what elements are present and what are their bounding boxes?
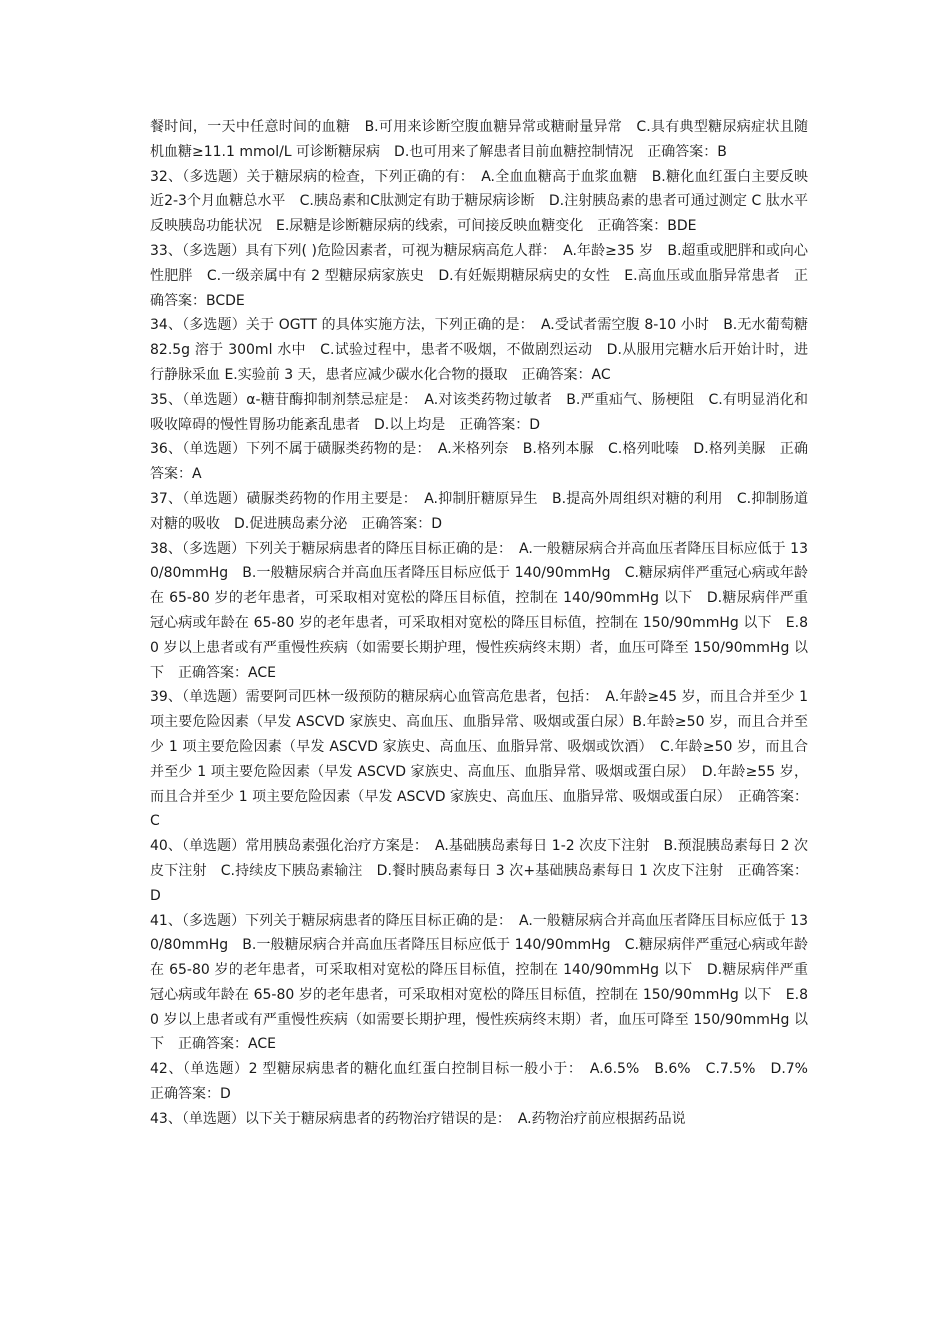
question-42: 42、（单选题）2 型糖尿病患者的糖化血红蛋白控制目标一般小于： A.6.5% B.6% C.7.5% D.7% 正确答案：D: [150, 1061, 822, 1103]
document-page: [150, 115, 822, 1132]
question-37: 37、（单选题）磺脲类药物的作用主要是： A.抑制肝糖原异生 B.提高外周组织对糖的利用 C.抑制肠道对糖的吸收 D.促进胰岛素分泌 正确答案：D: [150, 490, 808, 532]
question-43: 43、（单选题）以下关于糖尿病患者的药物治疗错误的是： A.药物治疗前应根据药品说: [150, 1110, 686, 1127]
question-38: 38、（多选题）下列关于糖尿病患者的降压目标正确的是： A.一般糖尿病合并高血压者降压目标应低于 130/80mmHg B.一般糖尿病合并高血压者降压目标应低于 140/90mmHg C.糖尿病伴严重冠心病或年龄在 65-80 岁的老年患者，可采取相对宽松的降压目标值，控制在 140/90mmHg 以下 D.糖尿病伴严重冠心病或年龄在 65-80 岁的老年患者，可采取相对宽松的降压目标值，控制在 150/90mmHg 以下 E.80 岁以上患者或有严重慢性疾病（如需要长期护理，慢性疾病终末期）者，血压可降至 150/90mmHg 以下 正确答案：ACE: [150, 540, 808, 681]
question-31-continuation: 餐时间，一天中任意时间的血糖 B.可用来诊断空腹血糖异常或糖耐量异常 C.具有典型糖尿病症状且随机血糖≥11.1 mmol/L 可诊断糖尿病 D.也可用来了解患者目前血糖控制情况 正确答案：B: [150, 119, 808, 160]
question-35: 35、（单选题）α-糖苷酶抑制剂禁忌症是： A.对该类药物过敏者 B.严重疝气、肠梗阻 C.有明显消化和吸收障碍的慢性胃肠功能紊乱患者 D.以上均是 正确答案：D: [150, 391, 808, 433]
question-36: 36、（单选题）下列不属于磺脲类药物的是： A.米格列奈 B.格列本脲 C.格列吡嗪 D.格列美脲 正确答案：A: [150, 441, 808, 483]
question-33: 33、（多选题）具有下列( )危险因素者，可视为糖尿病高危人群： A.年龄≥35 岁 B.超重或肥胖和或向心性肥胖 C.一级亲属中有 2 型糖尿病家族史 D.有妊娠期糖尿病史的女性 E.高血压或血脂异常患者 正确答案：BCDE: [150, 242, 808, 309]
question-39: 39、（单选题）需要阿司匹林一级预防的糖尿病心血管高危患者，包括： A.年龄≥45 岁，而且合并至少 1 项主要危险因素（早发 ASCVD 家族史、高血压、血脂异常、吸烟或蛋白尿）B.年龄≥50 岁，而且合并至少 1 项主要危险因素（早发 ASCVD 家族史、高血压、血脂异常、吸烟或饮酒） C.年龄≥50 岁，而且合并至少 1 项主要危险因素（早发 ASCVD 家族史、高血压、血脂异常、吸烟或蛋白尿） D.年龄≥55 岁，而且合并至少 1 项主要危险因素（早发 ASCVD 家族史、高血压、血脂异常、吸烟或蛋白尿） 正确答案：C: [150, 689, 808, 830]
question-34: 34、（多选题）关于 OGTT 的具体实施方法，下列正确的是： A.受试者需空腹 8-10 小时 B.无水葡萄糖 82.5g 溶于 300ml 水中 C.试验过程中，患者不吸烟，不做剧烈运动 D.从服用完糖水后开始计时，进行静脉采血 E.实验前 3 天，患者应减少碳水化合物的摄取 正确答案：AC: [150, 317, 808, 383]
question-40: 40、（单选题）常用胰岛素强化治疗方案是： A.基础胰岛素每日 1-2 次皮下注射 B.预混胰岛素每日 2 次皮下注射 C.持续皮下胰岛素输注 D.餐时胰岛素每日 3 次+基础胰岛素每日 1 次皮下注射 正确答案：D: [150, 838, 808, 904]
question-41: 41、（多选题）下列关于糖尿病患者的降压目标正确的是： A.一般糖尿病合并高血压者降压目标应低于 130/80mmHg B.一般糖尿病合并高血压者降压目标应低于 140/90mmHg C.糖尿病伴严重冠心病或年龄在 65-80 岁的老年患者，可采取相对宽松的降压目标值，控制在 140/90mmHg 以下 D.糖尿病伴严重冠心病或年龄在 65-80 岁的老年患者，可采取相对宽松的降压目标值，控制在 150/90mmHg 以下 E.80 岁以上患者或有严重慢性疾病（如需要长期护理，慢性疾病终末期）者，血压可降至 150/90mmHg 以下 正确答案：ACE: [150, 912, 808, 1053]
question-32: 32、（多选题）关于糖尿病的检查，下列正确的有： A.全血血糖高于血浆血糖 B.糖化血红蛋白主要反映近2-3个月血糖总水平 C.胰岛素和C肽测定有助于糖尿病诊断 D.注射胰岛素的患者可通过测定 C 肽水平反映胰岛功能状况 E.尿糖是诊断糖尿病的线索，可间接反映血糖变化 正确答案：BDE: [150, 168, 808, 235]
